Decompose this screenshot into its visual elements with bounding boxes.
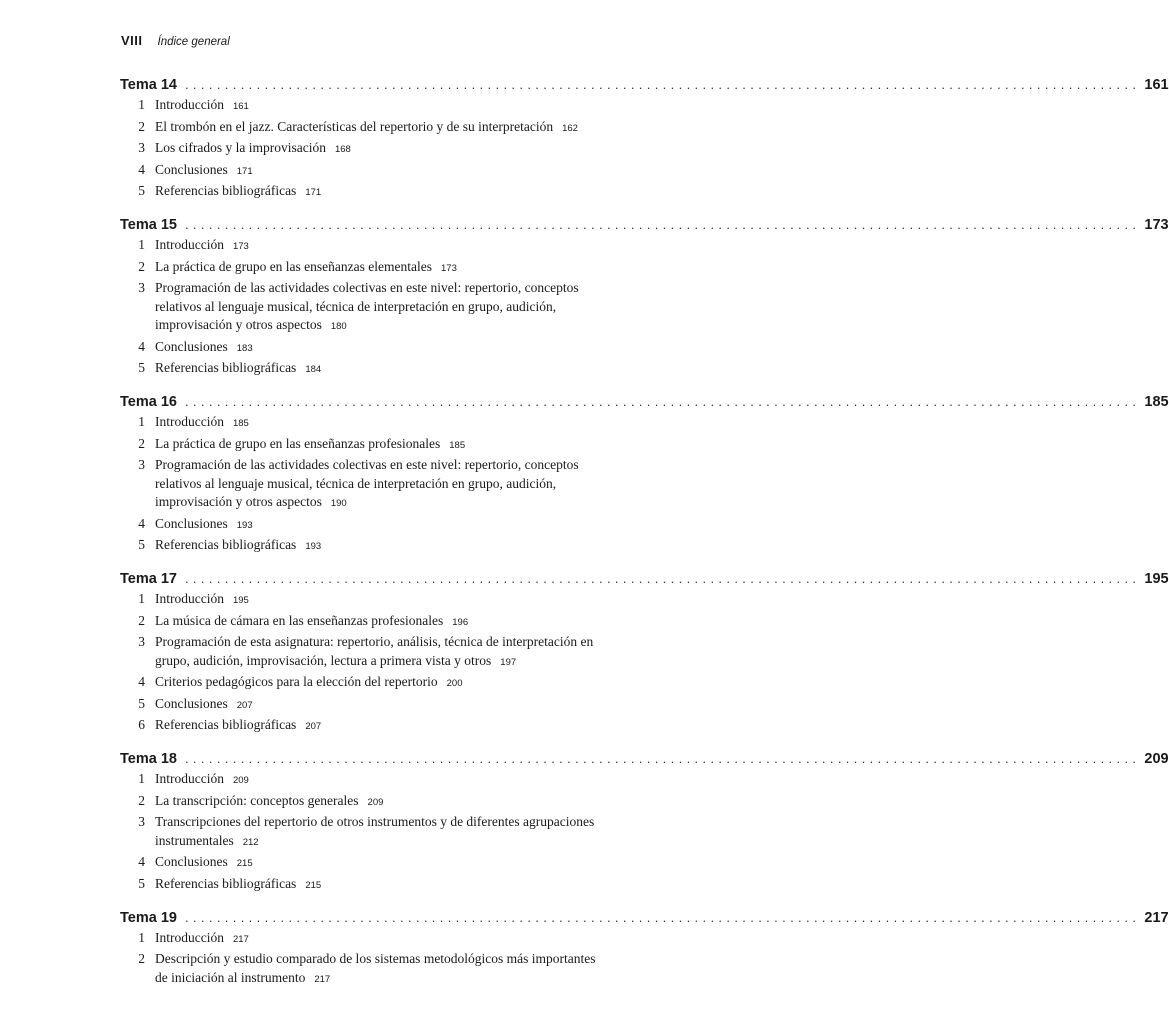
toc-entry[interactable] bbox=[120, 875, 634, 896]
entry-number: 4 bbox=[138, 515, 145, 531]
toc-section bbox=[120, 748, 1169, 895]
toc-entry[interactable] bbox=[120, 338, 634, 359]
entry-title: Referencias bibliográficas bbox=[155, 360, 297, 375]
entry-body bbox=[155, 633, 610, 672]
entry-number: 2 bbox=[138, 258, 145, 274]
entry-page-number: 209 bbox=[232, 775, 249, 786]
entry-body bbox=[155, 853, 610, 874]
entry-number: 4 bbox=[138, 161, 145, 177]
entry-number: 1 bbox=[138, 591, 145, 606]
entry-number: 1 bbox=[138, 414, 145, 429]
entry-page-number: 217 bbox=[232, 933, 249, 945]
page-number: VIII bbox=[121, 33, 143, 48]
entry-page-number: 171 bbox=[236, 165, 253, 177]
entry-page-number: 185 bbox=[449, 439, 466, 451]
entry-page-number: 217 bbox=[314, 973, 331, 985]
entry-page-number: 185 bbox=[232, 418, 249, 429]
entry-title: Programación de las actividades colectivas en este nivel: repertorio, conceptos relativos al lenguaje musical, técnica de interpretación en grupo, audición, improvisación y otros aspectos bbox=[155, 280, 579, 332]
tema-label: Tema 19 bbox=[120, 909, 177, 926]
entry-page-number: 212 bbox=[242, 836, 259, 848]
entry-page-number: 209 bbox=[367, 796, 384, 808]
entry-title: La música de cámara en las enseñanzas profesionales bbox=[155, 612, 444, 628]
entry-body bbox=[155, 279, 610, 337]
table-of-contents bbox=[120, 74, 1169, 1001]
toc-entry[interactable] bbox=[120, 139, 634, 160]
entry-number: 4 bbox=[138, 338, 145, 354]
entry-title: Introducción bbox=[155, 591, 224, 606]
toc-entry[interactable] bbox=[120, 633, 634, 672]
entry-number: 3 bbox=[138, 634, 145, 649]
entry-page-number: 168 bbox=[334, 144, 351, 155]
entry-body bbox=[155, 435, 610, 456]
toc-entry[interactable] bbox=[120, 359, 634, 380]
toc-entry[interactable] bbox=[120, 612, 634, 633]
tema-heading[interactable] bbox=[120, 907, 1169, 928]
tema-item-list bbox=[120, 413, 634, 557]
entry-title: La transcripción: conceptos generales bbox=[155, 792, 359, 808]
toc-entry[interactable] bbox=[120, 96, 634, 117]
entry-body bbox=[155, 875, 610, 896]
entry-number: 2 bbox=[138, 118, 145, 134]
tema-label: Tema 17 bbox=[120, 571, 177, 587]
entry-number: 2 bbox=[138, 435, 145, 451]
entry-page-number: 193 bbox=[236, 519, 253, 531]
entry-page-number: 196 bbox=[452, 616, 469, 628]
entry-number: 3 bbox=[138, 814, 145, 829]
entry-page-number: 183 bbox=[236, 342, 253, 354]
entry-body bbox=[155, 929, 610, 950]
toc-entry[interactable] bbox=[120, 673, 634, 694]
entry-page-number: 162 bbox=[562, 122, 578, 134]
tema-heading[interactable] bbox=[120, 391, 1169, 412]
entry-page-number: 215 bbox=[305, 879, 322, 891]
entry-title: Referencias bibliográficas bbox=[155, 875, 297, 891]
entry-page-number: 171 bbox=[305, 187, 322, 198]
entry-page-number: 197 bbox=[500, 656, 517, 668]
entry-title: Referencias bibliográficas bbox=[155, 183, 297, 198]
tema-heading[interactable] bbox=[120, 214, 1169, 235]
entry-body bbox=[155, 96, 610, 117]
entry-title: La práctica de grupo en las enseñanzas elementales bbox=[155, 258, 432, 274]
entry-number: 5 bbox=[138, 183, 145, 198]
header-title: Índice general bbox=[157, 36, 230, 48]
entry-number: 3 bbox=[138, 457, 145, 472]
toc-entry[interactable] bbox=[120, 236, 634, 257]
tema-page-number: 195 bbox=[1144, 571, 1169, 587]
entry-body bbox=[155, 673, 610, 694]
entry-body bbox=[155, 950, 610, 989]
entry-page-number: 207 bbox=[236, 699, 253, 711]
entry-title: Introducción bbox=[155, 414, 224, 429]
entry-title: Introducción bbox=[155, 929, 224, 945]
entry-body bbox=[155, 536, 610, 557]
entry-number: 1 bbox=[138, 771, 145, 786]
entry-body bbox=[155, 612, 610, 633]
entry-number: 1 bbox=[138, 929, 145, 945]
entry-number: 1 bbox=[138, 237, 145, 252]
entry-title: Introducción bbox=[155, 771, 224, 786]
entry-number: 5 bbox=[138, 875, 145, 891]
entry-number: 5 bbox=[138, 695, 145, 711]
toc-entry[interactable] bbox=[120, 118, 634, 139]
toc-entry[interactable] bbox=[120, 456, 634, 514]
tema-item-list bbox=[120, 236, 634, 380]
entry-number: 5 bbox=[138, 537, 145, 552]
dot-leader: ........................................................................................................................ bbox=[184, 217, 1141, 232]
toc-entry[interactable] bbox=[120, 770, 634, 791]
tema-label: Tema 14 bbox=[120, 77, 177, 93]
entry-title: Introducción bbox=[155, 97, 224, 112]
entry-page-number: 193 bbox=[305, 541, 322, 552]
entry-page-number: 184 bbox=[305, 364, 322, 375]
tema-page-number: 173 bbox=[1144, 217, 1169, 233]
entry-body bbox=[155, 118, 610, 139]
tema-item-list bbox=[120, 770, 634, 895]
toc-entry[interactable] bbox=[120, 590, 634, 611]
entry-body bbox=[155, 770, 610, 791]
entry-page-number: 207 bbox=[305, 721, 322, 732]
toc-entry[interactable] bbox=[120, 853, 634, 874]
toc-entry[interactable] bbox=[120, 813, 634, 852]
toc-entry[interactable] bbox=[120, 161, 634, 182]
entry-number: 3 bbox=[138, 140, 145, 155]
entry-body bbox=[155, 716, 610, 737]
toc-section bbox=[120, 568, 1169, 737]
toc-entry[interactable] bbox=[120, 515, 634, 536]
entry-title: La práctica de grupo en las enseñanzas profesionales bbox=[155, 435, 441, 451]
toc-entry[interactable] bbox=[120, 716, 634, 737]
entry-body bbox=[155, 182, 610, 203]
entry-body bbox=[155, 456, 610, 514]
toc-entry[interactable] bbox=[120, 929, 634, 950]
dot-leader: ........................................................................................................................ bbox=[184, 751, 1141, 766]
entry-body bbox=[155, 413, 610, 434]
entry-page-number: 195 bbox=[232, 595, 249, 606]
entry-title: Programación de las actividades colectivas en este nivel: repertorio, conceptos relativos al lenguaje musical, técnica de interpretación en grupo, audición, improvisación y otros aspectos bbox=[155, 457, 579, 509]
toc-entry[interactable] bbox=[120, 950, 634, 989]
entry-body bbox=[155, 590, 610, 611]
tema-heading[interactable] bbox=[120, 74, 1169, 95]
entry-body bbox=[155, 359, 610, 380]
tema-label: Tema 16 bbox=[120, 394, 177, 410]
entry-page-number: 190 bbox=[330, 498, 347, 509]
entry-title: Referencias bibliográficas bbox=[155, 537, 297, 552]
entry-number: 2 bbox=[138, 792, 145, 808]
tema-page-number: 185 bbox=[1144, 394, 1169, 410]
entry-number: 6 bbox=[138, 717, 145, 732]
entry-title: Conclusiones bbox=[155, 161, 228, 177]
toc-section bbox=[120, 907, 1169, 990]
entry-number: 1 bbox=[138, 97, 145, 112]
entry-body bbox=[155, 258, 610, 279]
tema-item-list bbox=[120, 590, 634, 737]
tema-item-list bbox=[120, 929, 634, 990]
entry-title: Referencias bibliográficas bbox=[155, 717, 297, 732]
entry-body bbox=[155, 515, 610, 536]
entry-title: Conclusiones bbox=[155, 854, 228, 869]
toc-entry[interactable] bbox=[120, 413, 634, 434]
toc-section bbox=[120, 74, 1169, 203]
entry-page-number: 180 bbox=[330, 321, 347, 332]
tema-heading[interactable] bbox=[120, 748, 1169, 769]
entry-title: Conclusiones bbox=[155, 515, 228, 531]
tema-item-list bbox=[120, 96, 634, 203]
entry-body bbox=[155, 792, 610, 813]
entry-number: 2 bbox=[138, 951, 145, 966]
entry-number: 3 bbox=[138, 280, 145, 295]
toc-entry[interactable] bbox=[120, 536, 634, 557]
entry-title: Conclusiones bbox=[155, 338, 228, 354]
toc-entry[interactable] bbox=[120, 258, 634, 279]
entry-page-number: 173 bbox=[441, 262, 457, 274]
tema-page-number: 209 bbox=[1144, 751, 1169, 767]
entry-body bbox=[155, 236, 610, 257]
entry-title: Transcripciones del repertorio de otros instrumentos y de diferentes agrupaciones instrumentales bbox=[155, 814, 595, 848]
entry-title: Descripción y estudio comparado de los sistemas metodológicos más importantes de iniciación al instrumento bbox=[155, 951, 596, 985]
tema-page-number: 161 bbox=[1144, 77, 1169, 93]
entry-body bbox=[155, 695, 610, 716]
entry-number: 4 bbox=[138, 674, 145, 689]
entry-body bbox=[155, 338, 610, 359]
entry-title: El trombón en el jazz. Características del repertorio y de su interpretación bbox=[155, 118, 554, 134]
toc-entry[interactable] bbox=[120, 182, 634, 203]
tema-page-number: 217 bbox=[1144, 909, 1169, 926]
dot-leader: ........................................................................................................................ bbox=[184, 909, 1141, 925]
entry-title: Introducción bbox=[155, 237, 224, 252]
entry-page-number: 200 bbox=[446, 678, 463, 689]
dot-leader: ........................................................................................................................ bbox=[184, 77, 1141, 92]
entry-title: Criterios pedagógicos para la elección del repertorio bbox=[155, 674, 438, 689]
toc-entry[interactable] bbox=[120, 695, 634, 716]
toc-section bbox=[120, 391, 1169, 557]
entry-title: Programación de esta asignatura: repertorio, análisis, técnica de interpretación en grupo, audición, improvisación, lectura a primera vista y otros bbox=[155, 634, 594, 668]
entry-page-number: 173 bbox=[232, 241, 249, 252]
entry-number: 2 bbox=[138, 612, 145, 628]
toc-entry[interactable] bbox=[120, 279, 634, 337]
toc-entry[interactable] bbox=[120, 435, 634, 456]
entry-title: Conclusiones bbox=[155, 695, 228, 711]
entry-number: 5 bbox=[138, 360, 145, 375]
entry-title: Los cifrados y la improvisación bbox=[155, 140, 326, 155]
running-header bbox=[121, 33, 230, 48]
entry-number: 4 bbox=[138, 854, 145, 869]
toc-section bbox=[120, 214, 1169, 380]
entry-body bbox=[155, 139, 610, 160]
tema-label: Tema 18 bbox=[120, 751, 177, 767]
dot-leader: ........................................................................................................................ bbox=[184, 571, 1141, 586]
entry-page-number: 161 bbox=[232, 101, 249, 112]
entry-body bbox=[155, 813, 610, 852]
tema-heading[interactable] bbox=[120, 568, 1169, 589]
tema-label: Tema 15 bbox=[120, 217, 177, 233]
entry-body bbox=[155, 161, 610, 182]
dot-leader: ........................................................................................................................ bbox=[184, 394, 1141, 409]
entry-page-number: 215 bbox=[236, 858, 253, 869]
toc-entry[interactable] bbox=[120, 792, 634, 813]
